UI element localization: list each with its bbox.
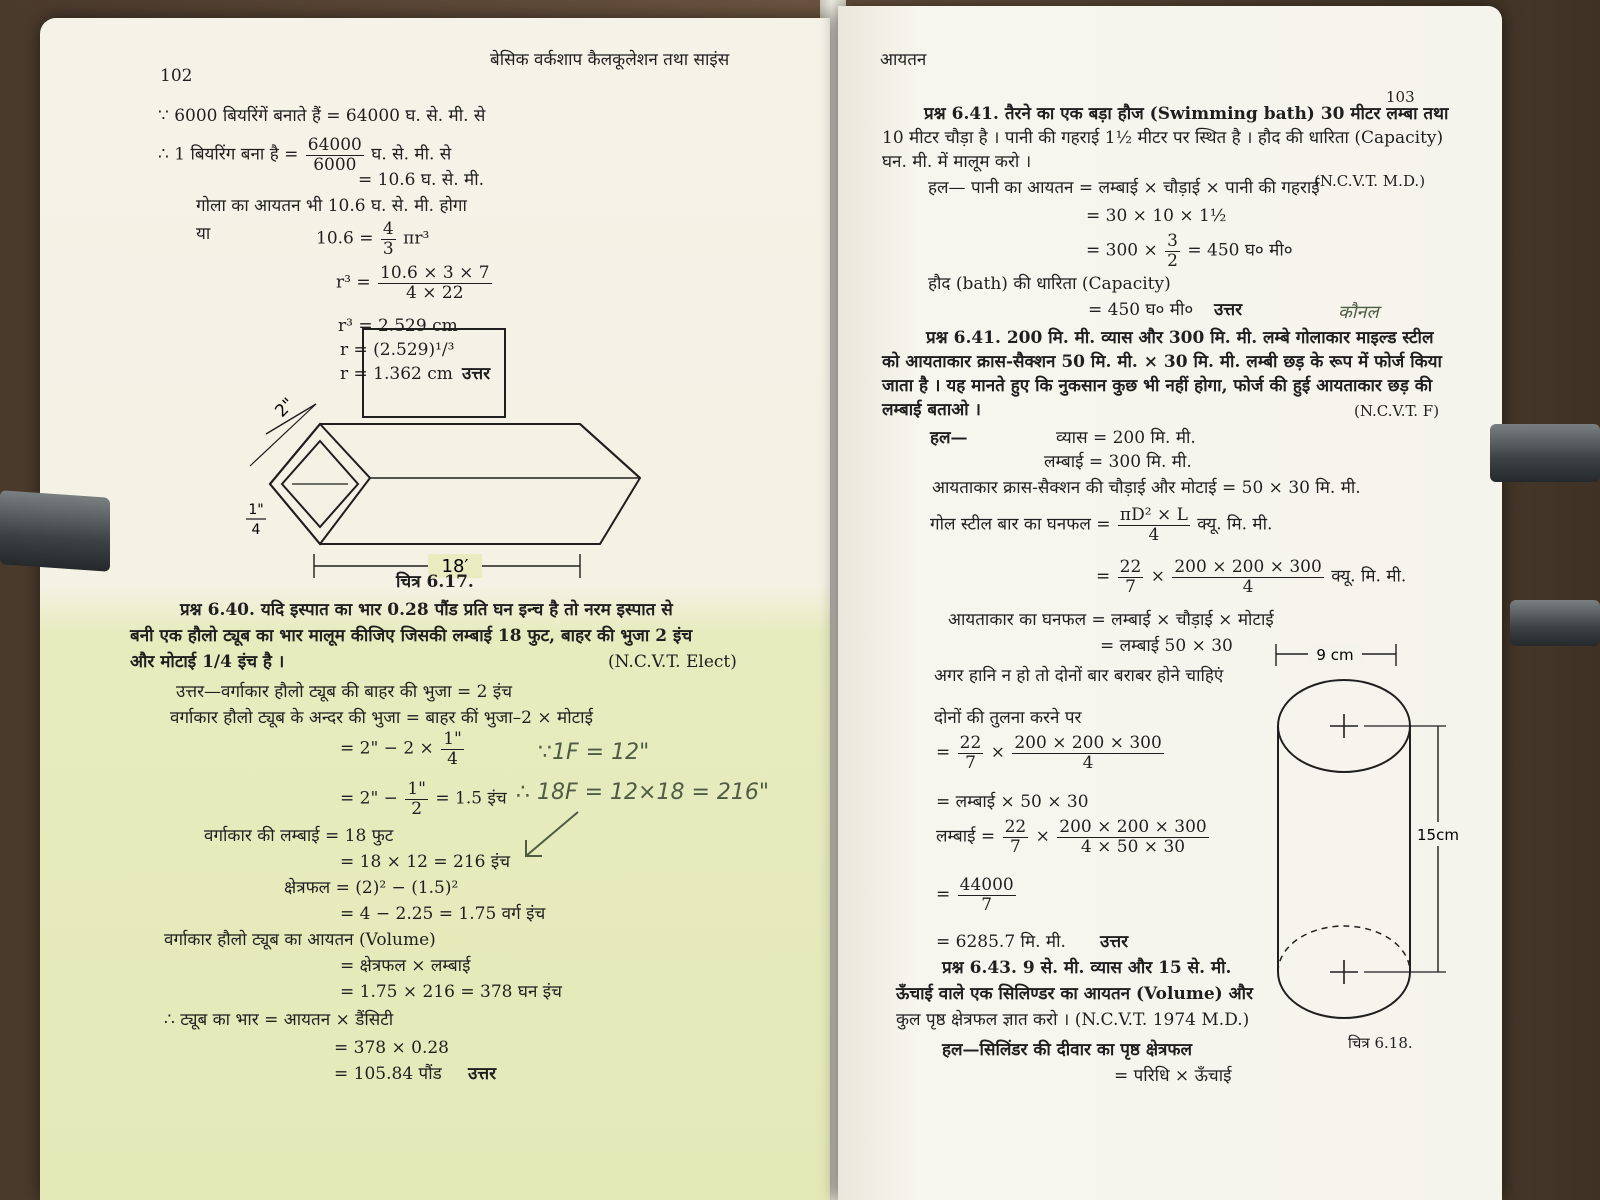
left-metal-clip: [0, 490, 110, 572]
q643-sol-line1: हल—सिलिंडर की दीवार का पृष्ठ क्षेत्रफल: [942, 1040, 1193, 1060]
right-metal-clip-top: [1490, 424, 1600, 482]
sol2-rect-volume: आयताकार का घनफल = लम्बाई × चौड़ाई × मोटाई: [948, 610, 1274, 630]
q640-line1: प्रश्न 6.40. यदि इस्पात का भार 0.28 पौंड प्रति घन इन्च है तो नरम इस्पात से: [180, 600, 673, 620]
sol-weight-result: = 105.84 पौंड: [334, 1064, 442, 1084]
hollow-tube-figure: [230, 386, 660, 586]
sol2-compare-rhs: = लम्बाई × 50 × 30: [936, 792, 1089, 812]
handwritten-note-2: ∴ 18F = 12×18 = 216": [516, 780, 770, 805]
sol-volume-heading: वर्गाकार हौलो ट्यूब का आयतन (Volume): [164, 930, 436, 950]
sol2-compare-lhs: = $\frac{22}{7}$ × $\frac{200 \times 200 \times 300}{4}$: [936, 733, 1162, 773]
q641a-line1: प्रश्न 6.41. तैरने का एक बड़ा हौज (Swimming bath) 30 मीटर लम्बा तथा: [924, 104, 1449, 124]
page-number-103: 103: [1386, 88, 1415, 106]
right-metal-clip-bottom: [1510, 600, 1600, 646]
sol1-capacity-value: = 450 घ० मी०: [1088, 300, 1194, 320]
sol-weight-formula: ∴ ट्यूब का भार = आयतन × डैंसिटी: [164, 1010, 394, 1030]
line-sphere-volume: गोला का आयतन भी 10.6 घ. से. मी. होगा: [196, 196, 467, 216]
sol-length-inches: = 18 × 12 = 216 इंच: [340, 852, 511, 872]
q640-line3: और मोटाई 1/4 इंच है ।: [130, 652, 285, 672]
sol-volume-formula: = क्षेत्रफल × लम्बाई: [340, 956, 471, 976]
cylinder-figure: [1266, 642, 1462, 1062]
sol-outer-side: उत्तर—वर्गाकार हौलो ट्यूब की बाहर की भुजा = 2 इंच: [176, 682, 512, 702]
sol-area: क्षेत्रफल = (2)² − (1.5)²: [284, 878, 459, 898]
q641b-source: (N.C.V.T. F): [1354, 402, 1440, 420]
sol2-length: लम्बाई = 300 मि. मी.: [1044, 452, 1192, 472]
dim-diameter-label: 9 cm: [1316, 646, 1354, 664]
sol2-length-fraction: = $\frac{44000}{7}$: [936, 875, 1014, 915]
answer-label-641b: उत्तर: [1100, 932, 1129, 952]
answer-label: उत्तर: [462, 364, 491, 384]
line-result-volume: = 10.6 घ. से. मी.: [358, 170, 485, 190]
q641b-line1: प्रश्न 6.41. 200 मि. मी. व्यास और 300 मि. मी. लम्बे गोलाकार माइल्ड स्टील: [926, 328, 1434, 348]
dim-height-label: 15cm: [1417, 826, 1459, 844]
sol2-cross-section: आयताकार क्रास-सैक्शन की चौड़ाई और मोटाई = 50 × 30 मि. मी.: [932, 478, 1361, 498]
sol-inner-step2: = 2" − $\frac{1"}{2}$ = 1.5 इंच: [340, 779, 507, 819]
q643-line1: प्रश्न 6.43. 9 से. मी. व्यास और 15 से. मी.: [942, 958, 1232, 978]
answer-label-640: उत्तर: [468, 1064, 497, 1084]
answer-label-641a: उत्तर: [1214, 300, 1243, 320]
sol2-equal-note: अगर हानि न हो तो दोनों बार बराबर होने चाहिएं: [934, 666, 1224, 686]
sol-inner-side: वर्गाकार हौलो ट्यूब के अन्दर की भुजा = बाहर कीं भुजा–2 × मोटाई: [170, 708, 593, 728]
sol-length: वर्गाकार की लम्बाई = 18 फुट: [204, 826, 394, 846]
sol2-rect-step: = लम्बाई 50 × 30: [1100, 636, 1233, 656]
sol1-step1: = 30 × 10 × 1½: [1086, 206, 1227, 226]
line-sphere-formula: 10.6 = $\frac{4}{3}$ πr³: [316, 219, 430, 259]
figure-caption-617: चित्र 6.17.: [396, 572, 474, 592]
handwritten-note-3: कौनल: [1338, 302, 1379, 323]
sol1-water-volume: हल— पानी का आयतन = लम्बाई × चौड़ाई × पानी की गहराई: [928, 178, 1320, 198]
q641b-line3: जाता है । यह मानते हुए कि नुकसान कुछ भी नहीं होगा, फोर्ज की हुई आयताकार छड़ की: [882, 376, 1433, 396]
sol2-compare: दोनों की तुलना करने पर: [934, 708, 1082, 728]
q641b-line4: लम्बाई बताओ ।: [882, 400, 981, 420]
line-r-cubed-fraction: r³ = $\frac{10.6 \times 3 \times 7}{4 \times 22}$: [336, 263, 490, 303]
sol2-length-result: = 6285.7 मि. मी.: [936, 932, 1066, 952]
running-head-left: बेसिक वर्कशाप कैलकूलेशन तथा साइंस: [490, 50, 730, 70]
sol1-capacity-label: हौद (bath) की धारिता (Capacity): [928, 274, 1171, 294]
handwritten-note-1: ∵1F = 12": [538, 740, 650, 765]
line-or: या: [196, 224, 211, 244]
line-r-root: r = (2.529)¹/³: [340, 340, 455, 360]
sol-weight-step: = 378 × 0.28: [334, 1038, 449, 1058]
q641a-line2: 10 मीटर चौड़ा है । पानी की गहराई 1½ मीटर पर स्थित है । हौद की धारिता (Capacity): [882, 128, 1444, 148]
q643-line3: कुल पृष्ठ क्षेत्रफल ज्ञात करो । (N.C.V.T. 1974 M.D.): [896, 1010, 1250, 1030]
q640-line2: बनी एक हौलो ट्यूब का भार मालूम कीजिए जिसकी लम्बाई 18 फुट, बाहर की भुजा 2 इंच: [130, 626, 693, 646]
handwritten-arrow-icon: [516, 806, 586, 866]
line-r-value: r = 1.362 cm: [340, 364, 453, 384]
q643-sol-line2: = परिधि × ऊँचाई: [1114, 1066, 1232, 1086]
sol2-length-eq: लम्बाई = $\frac{22}{7}$ × $\frac{200 \times 200 \times 300}{4 \times 50 \times 30}$: [936, 817, 1207, 857]
sol-inner-step1: = 2" − 2 × $\frac{1"}{4}$: [340, 729, 462, 769]
dim-side-label: 2": [271, 394, 299, 422]
sol2-round-bar-step: = $\frac{22}{7}$ × $\frac{200 \times 200 \times 300}{4}$ क्यू. मि. मी.: [1096, 557, 1407, 597]
q641b-line2: को आयताकार क्रास-सैक्शन 50 मि. मी. × 30 मि. मी. लम्बी छड़ के रूप में फोर्ज किया: [882, 352, 1442, 372]
line-r-cubed: r³ = 2.529 cm: [338, 316, 458, 336]
line-one-bearing: ∴ 1 बियरिंग बना है = $\frac{64000}{6000}$ घ. से. मी. से: [158, 135, 452, 175]
q640-source: (N.C.V.T. Elect): [608, 652, 737, 672]
dim-thickness-den: 4: [251, 522, 261, 538]
sol-volume-value: = 1.75 × 216 = 378 घन इंच: [340, 982, 562, 1002]
dim-length-label: 18′: [441, 556, 469, 577]
dim-thickness-num: 1": [248, 502, 264, 518]
line-bearings: ∵ 6000 बियरिंगें बनाते हैं = 64000 घ. से. मी. से: [158, 106, 486, 126]
sol2-diameter: व्यास = 200 मि. मी.: [1056, 428, 1196, 448]
running-head-right: आयतन: [880, 50, 927, 70]
sol2-round-bar-volume: गोल स्टील बार का घनफल = $\frac{\text{πD² × L}}{4}$ क्यू. मि. मी.: [930, 505, 1273, 545]
sol2-label: हल—: [930, 428, 968, 448]
sol1-step2: = 300 × $\frac{3}{2}$ = 450 घ० मी०: [1086, 231, 1293, 271]
q641a-line3: घन. मी. में मालूम करो ।: [882, 152, 1032, 172]
left-page: [40, 18, 830, 1200]
page-number-102: 102: [160, 66, 193, 86]
right-page: [838, 6, 1502, 1200]
q643-line2: ऊँचाई वाले एक सिलिण्डर का आयतन (Volume) और: [896, 984, 1253, 1004]
q641a-source: (N.C.V.T. M.D.): [1314, 172, 1426, 190]
figure-caption-618: चित्र 6.18.: [1348, 1034, 1413, 1052]
sol-area-value: = 4 − 2.25 = 1.75 वर्ग इंच: [340, 904, 546, 924]
